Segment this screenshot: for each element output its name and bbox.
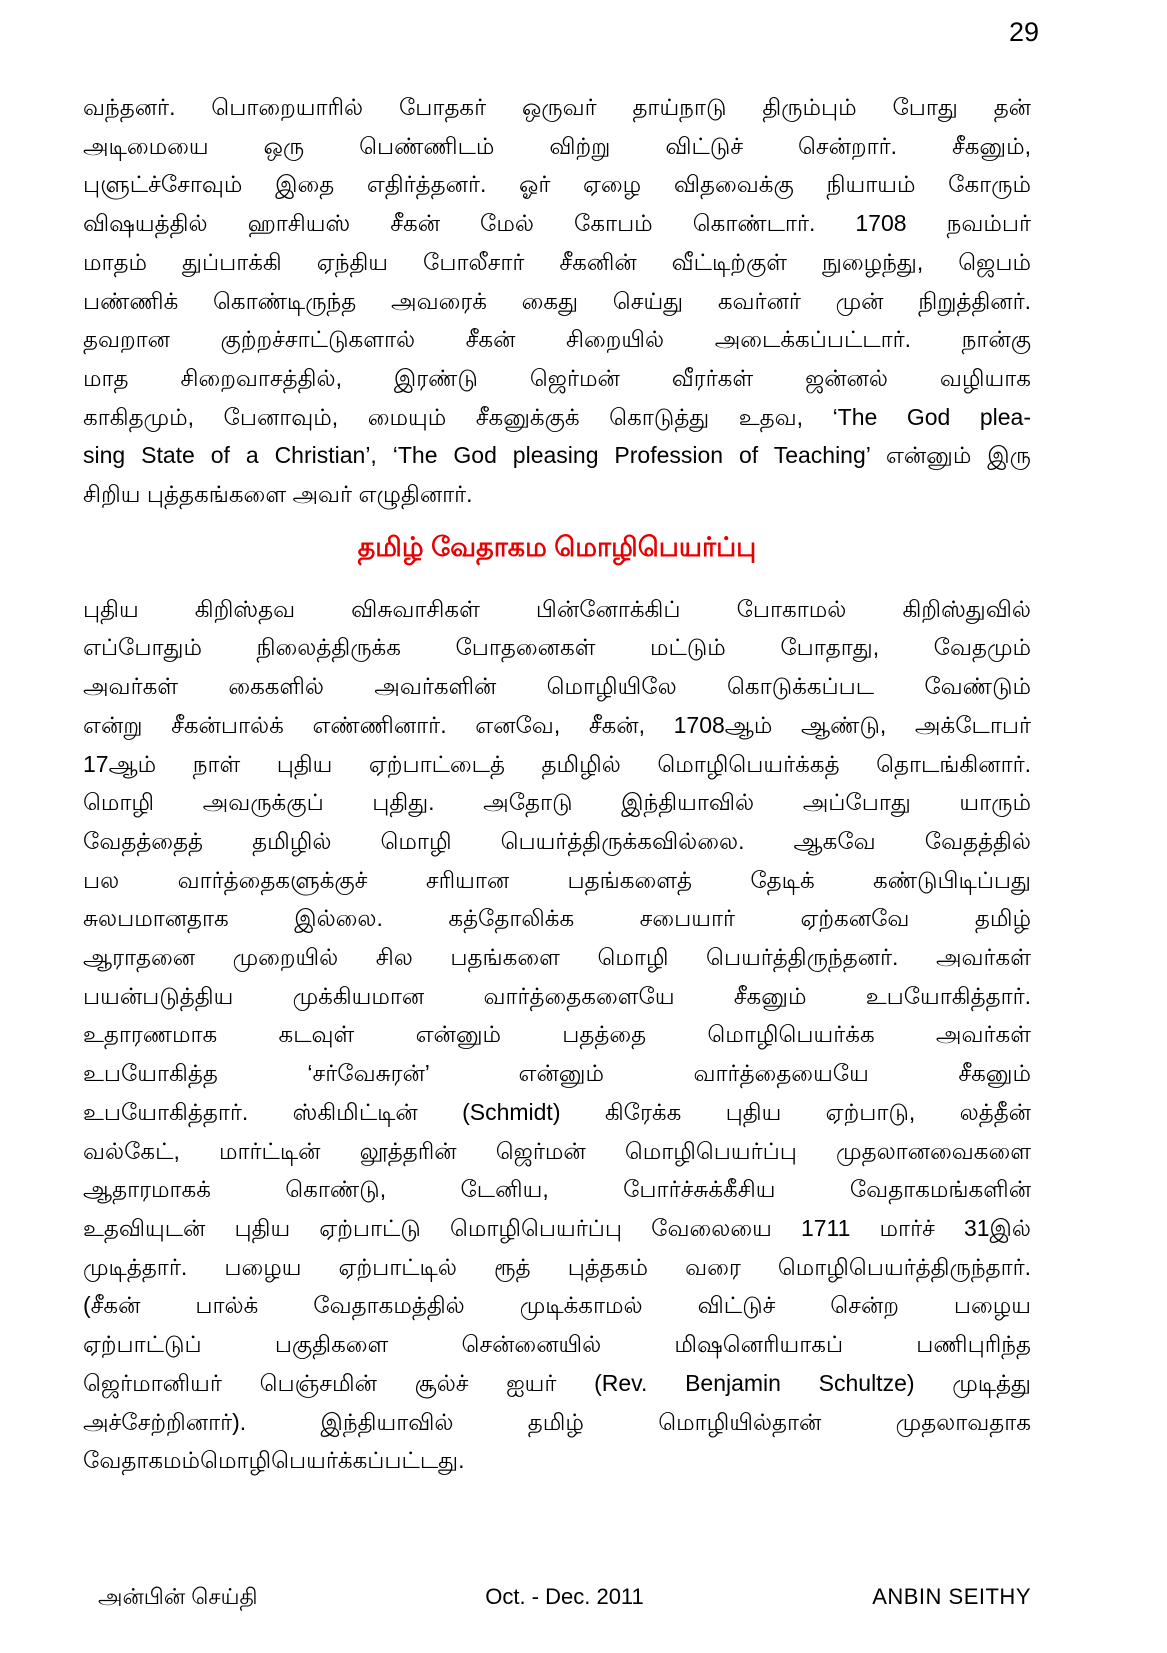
text-line: அடிமையை ஒரு பெண்ணிடம் விற்று விட்டுச் சென்றார். சீகனும், (83, 132, 1031, 159)
text-line: புதிய கிறிஸ்தவ விசுவாசிகள் பின்னோக்கிப் போகாமல் கிறிஸ்துவில் (83, 595, 1031, 622)
page-footer (83, 1583, 1031, 1611)
text-line: புளுட்ச்சோவும் இதை எதிர்த்தனர். ஓர் ஏழை விதவைக்கு நியாயம் கோரும் (83, 171, 1031, 198)
section-heading: தமிழ் வேதாகம மொழிபெயர்ப்பு (357, 531, 757, 562)
text-line: வேதத்தைத் தமிழில் மொழி பெயர்த்திருக்கவில்லை. ஆகவே வேதத்தில் (83, 827, 1031, 854)
footer-issue-date: Oct. - Dec. 2011 (485, 1584, 644, 1609)
text-line: எப்போதும் நிலைத்திருக்க போதனைகள் மட்டும் போதாது, வேதமும் (83, 634, 1031, 661)
text-line: உபயோகித்த ‘சர்வேசுரன்’ என்னும் வார்த்தையையே சீகனும் (83, 1060, 1031, 1087)
footer-journal-title-english: ANBIN SEITHY (872, 1584, 1031, 1609)
paragraph-1 (83, 88, 1031, 514)
text-line: ஆராதனை முறையில் சில பதங்களை மொழி பெயர்த்திருந்தனர். அவர்கள் (83, 944, 1031, 971)
text-line: முடித்தார். பழைய ஏற்பாட்டில் ரூத் புத்தகம் வரை மொழிபெயர்த்திருந்தார். (83, 1253, 1031, 1280)
page-content (83, 88, 1031, 1480)
text-line: மொழி அவருக்குப் புதிது. அதோடு இந்தியாவில் அப்போது யாரும் (83, 789, 1031, 816)
text-line: அவர்கள் கைகளில் அவர்களின் மொழியிலே கொடுக்கப்பட வேண்டும் (83, 673, 1031, 700)
text-line: பயன்படுத்திய முக்கியமான வார்த்தைகளையே சீகனும் உபயோகித்தார். (83, 982, 1031, 1009)
text-line: உபயோகித்தார். ஸ்கிமிட்டின் (Schmidt) கிரேக்க புதிய ஏற்பாடு, லத்தீன் (83, 1098, 1031, 1125)
paragraph-2 (83, 590, 1031, 1480)
footer-journal-title-tamil: அன்பின் செய்தி (98, 1584, 258, 1609)
text-line: என்று சீகன்பால்க் எண்ணினார். எனவே, சீகன், 1708ஆம் ஆண்டு, அக்டோபர் (83, 711, 1031, 738)
text-line: சுலபமானதாக இல்லை. கத்தோலிக்க சபையார் ஏற்கனவே தமிழ் (83, 905, 1031, 932)
text-line: உதவியுடன் புதிய ஏற்பாட்டு மொழிபெயர்ப்பு வேலையை 1711 மார்ச் 31இல் (83, 1214, 1031, 1241)
text-line: பண்ணிக் கொண்டிருந்த அவரைக் கைது செய்து கவர்னர் முன் நிறுத்தினர். (83, 287, 1031, 314)
text-line: வேதாகமம்மொழிபெயர்க்கப்பட்டது. (83, 1447, 465, 1474)
text-line: சிறிய புத்தகங்களை அவர் எழுதினார். (83, 481, 473, 508)
text-line: அச்சேற்றினார்). இந்தியாவில் தமிழ் மொழியில்தான் முதலாவதாக (83, 1408, 1031, 1435)
text-line: sing State of a Christian’, ‘The God pleasing Profession of Teaching’ என்னும் இரு (83, 442, 1031, 469)
text-line: (சீகன் பால்க் வேதாகமத்தில் முடிக்காமல் விட்டுச் சென்ற பழைய (83, 1292, 1031, 1319)
text-line: ஏற்பாட்டுப் பகுதிகளை சென்னையில் மிஷனெரியாகப் பணிபுரிந்த (83, 1331, 1031, 1358)
text-line: வல்கேட், மார்ட்டின் லூத்தரின் ஜெர்மன் மொழிபெயர்ப்பு முதலானவைகளை (83, 1137, 1031, 1164)
text-line: தவறான குற்றச்சாட்டுகளால் சீகன் சிறையில் அடைக்கப்பட்டார். நான்கு (83, 326, 1031, 353)
text-line: 17ஆம் நாள் புதிய ஏற்பாட்டைத் தமிழில் மொழிபெயர்க்கத் தொடங்கினார். (83, 750, 1031, 777)
text-line: ஜெர்மானியர் பெஞ்சமின் சூல்ச் ஐயர் (Rev. Benjamin Schultze) முடித்து (83, 1369, 1031, 1396)
text-line: வந்தனர். பொறையாரில் போதகர் ஒருவர் தாய்நாடு திரும்பும் போது தன் (83, 94, 1031, 120)
text-line: விஷயத்தில் ஹாசியஸ் சீகன் மேல் கோபம் கொண்டார். 1708 நவம்பர் (83, 210, 1031, 237)
text-line: உதாரணமாக கடவுள் என்னும் பதத்தை மொழிபெயர்க்க அவர்கள் (83, 1021, 1031, 1048)
text-line: ஆதாரமாகக் கொண்டு, டேனிய, போர்ச்சுக்கீசிய வேதாகமங்களின் (83, 1176, 1031, 1203)
text-line: மாத சிறைவாசத்தில், இரண்டு ஜெர்மன் வீரர்கள் ஜன்னல் வழியாக (83, 364, 1031, 391)
text-line: மாதம் துப்பாக்கி ஏந்திய போலீசார் சீகனின் வீட்டிற்குள் நுழைந்து, ஜெபம் (83, 248, 1031, 275)
text-line: காகிதமும், பேனாவும், மையும் சீகனுக்குக் கொடுத்து உதவ, ‘The God plea- (83, 403, 1031, 430)
page-number: 29 (1008, 17, 1039, 47)
text-line: பல வார்த்தைகளுக்குச் சரியான பதங்களைத் தேடிக் கண்டுபிடிப்பது (83, 866, 1031, 893)
